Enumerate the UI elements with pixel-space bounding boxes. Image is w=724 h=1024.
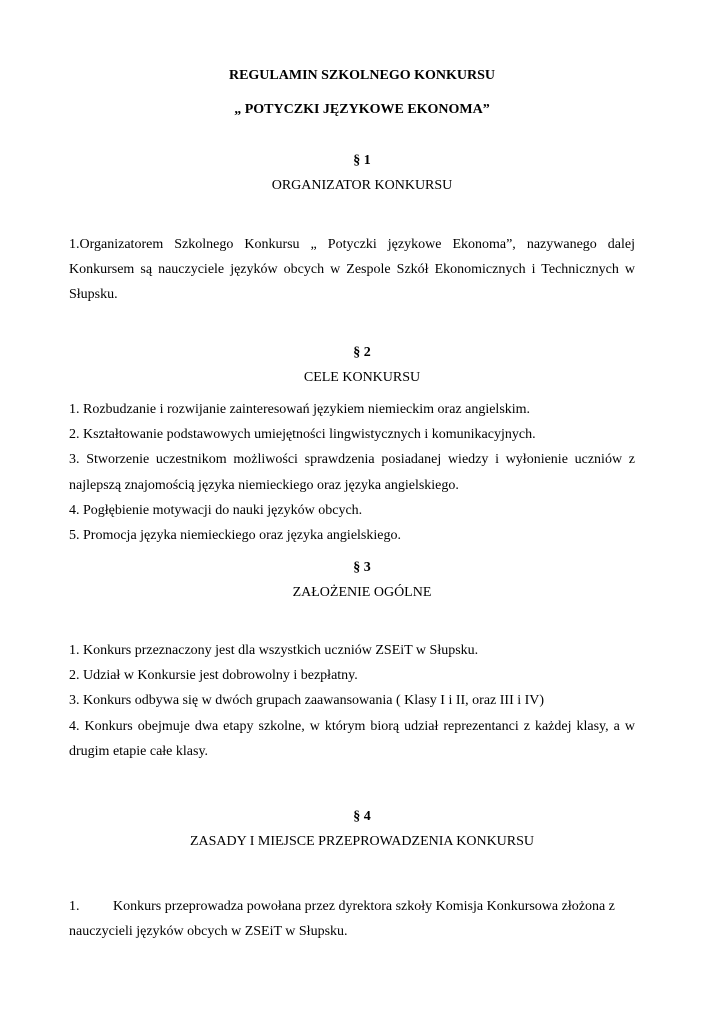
- section-2-list-item: 5. Promocja języka niemieckiego oraz języka angielskiego.: [69, 528, 401, 543]
- section-1-paragraph-line: Słupsku.: [69, 287, 118, 302]
- section-4-list-item-continuation: nauczycieli języków obcych w ZSEiT w Słupsku.: [69, 924, 348, 939]
- section-3-list-item: 3. Konkurs odbywa się w dwóch grupach zaawansowania ( Klasy I i II, oraz III i IV): [69, 693, 545, 708]
- section-2-list-item: 2. Kształtowanie podstawowych umiejętności lingwistycznych i komunikacyjnych.: [69, 427, 536, 442]
- section-2-heading: CELE KONKURSU: [303, 370, 421, 385]
- section-1-heading: ORGANIZATOR KONKURSU: [271, 178, 453, 193]
- section-2-list-item: 3. Stworzenie uczestnikom możliwości sprawdzenia posiadanej wiedzy i wyłonienie uczniów z: [69, 452, 635, 467]
- section-2-symbol: § 2: [353, 345, 371, 360]
- section-4-symbol: § 4: [353, 809, 371, 824]
- section-4-item-text: Konkurs przeprowadza powołana przez dyrektora szkoły Komisja Konkursowa złożona z: [113, 899, 615, 914]
- section-4-item-number: 1.: [69, 899, 80, 914]
- section-2-list-item-continuation: najlepszą znajomością języka niemieckiego oraz języka angielskiego.: [69, 478, 459, 493]
- section-1-paragraph-line: 1.Organizatorem Szkolnego Konkursu „ Potyczki językowe Ekonoma”, nazywanego dalej: [69, 237, 635, 252]
- section-1-symbol: § 1: [353, 153, 371, 168]
- document-title-line-1: REGULAMIN SZKOLNEGO KONKURSU: [228, 68, 496, 83]
- section-2-list-item: 4. Pogłębienie motywacji do nauki języków obcych.: [69, 503, 363, 518]
- document-title-line-2: „ POTYCZKI JĘZYKOWE EKONOMA”: [234, 102, 490, 117]
- section-2-list-item: 1. Rozbudzanie i rozwijanie zainteresowań językiem niemieckim oraz angielskim.: [69, 402, 531, 417]
- section-4-list-item: [69, 898, 635, 916]
- section-3-symbol: § 3: [353, 560, 371, 575]
- section-3-list-item: 4. Konkurs obejmuje dwa etapy szkolne, w którym biorą udział reprezentanci z każdej klasy, a w: [69, 719, 635, 734]
- section-1-paragraph-line: Konkursem są nauczyciele języków obcych w Zespole Szkół Ekonomicznych i Technicznych w: [69, 262, 635, 277]
- section-3-heading: ZAŁOŻENIE OGÓLNE: [292, 585, 432, 600]
- section-4-heading: ZASADY I MIEJSCE PRZEPROWADZENIA KONKURSU: [189, 834, 535, 849]
- section-3-list-item: 2. Udział w Konkursie jest dobrowolny i bezpłatny.: [69, 668, 358, 683]
- section-3-list-item: 1. Konkurs przeznaczony jest dla wszystkich uczniów ZSEiT w Słupsku.: [69, 643, 479, 658]
- section-3-list-item-continuation: drugim etapie całe klasy.: [69, 744, 209, 759]
